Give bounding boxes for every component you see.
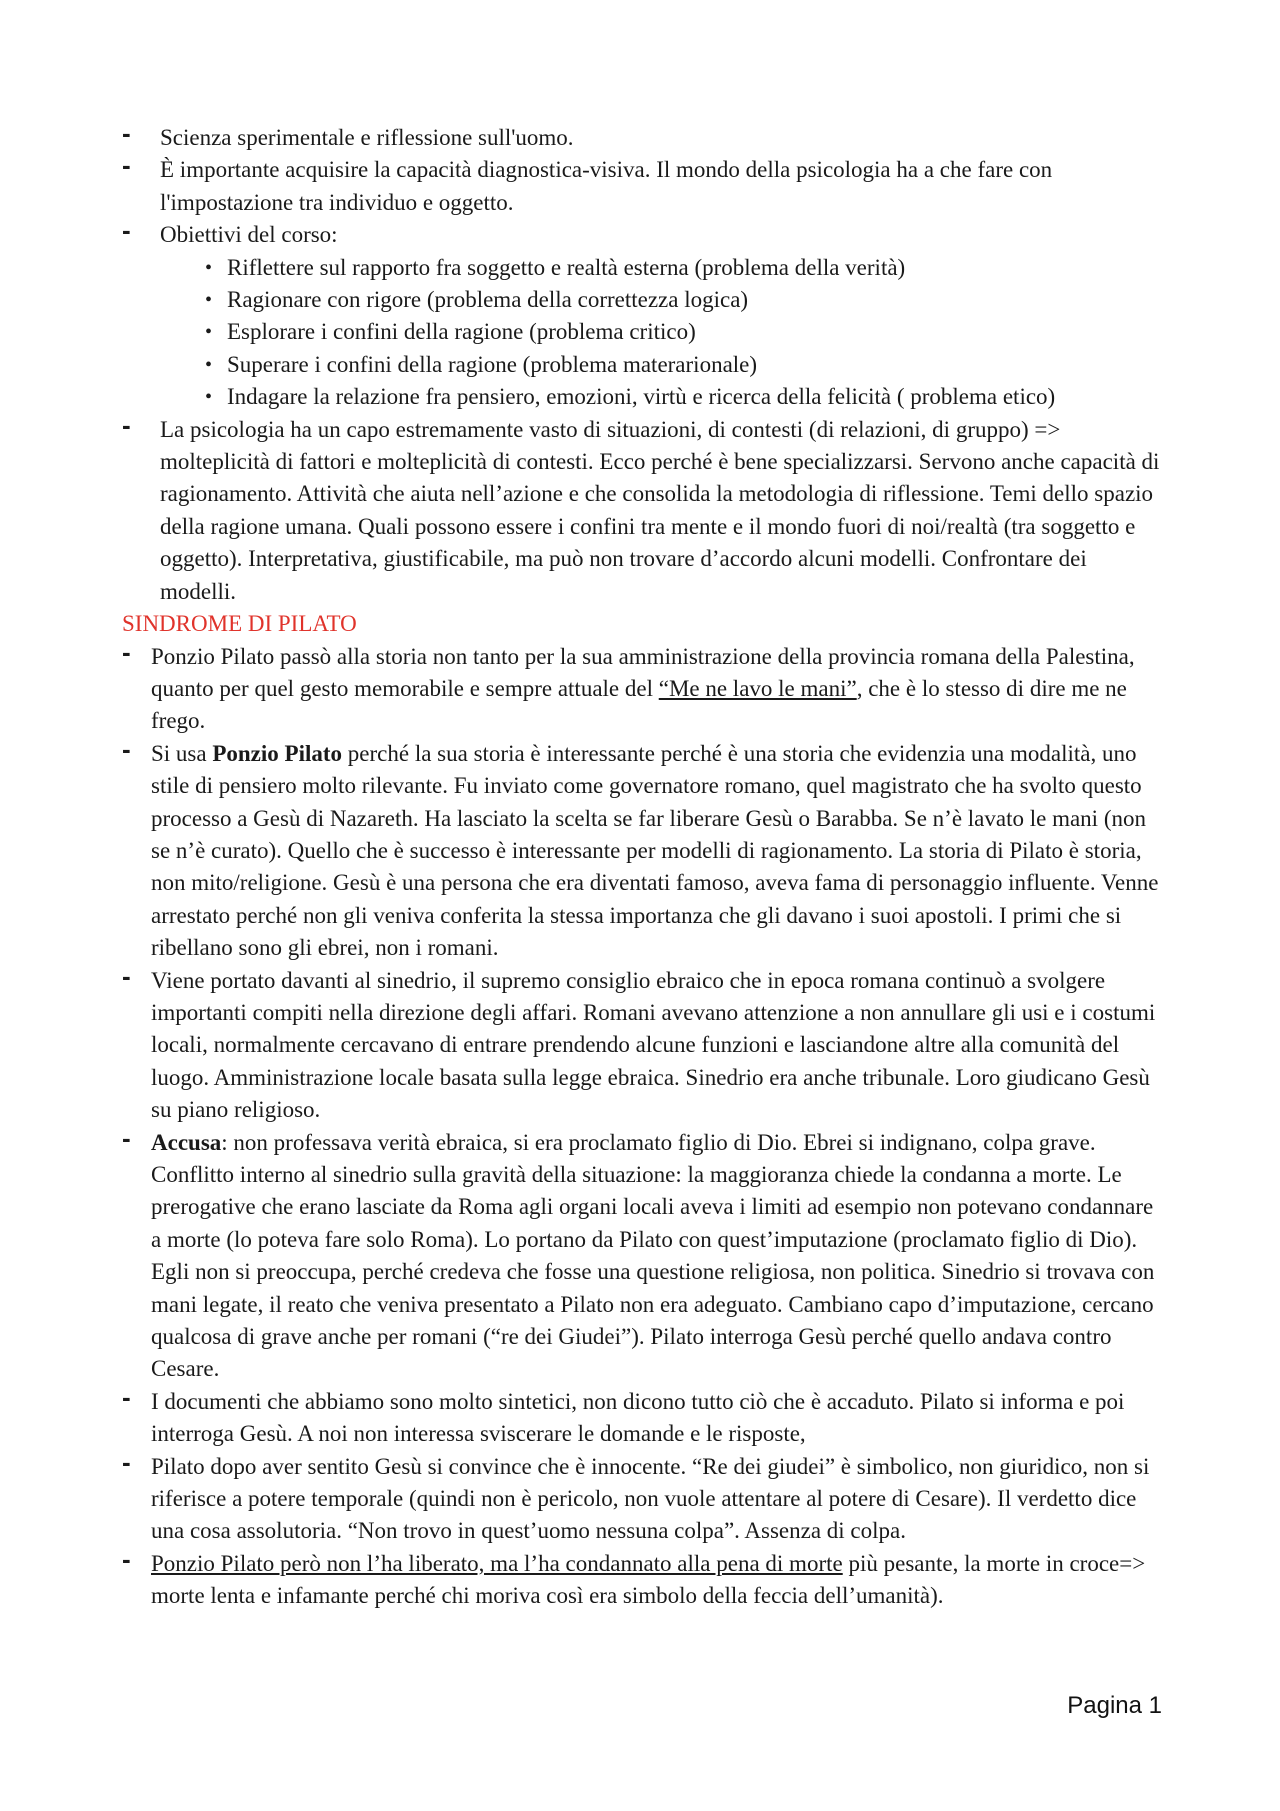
list-item	[122, 1122, 1162, 1386]
dash-bullet: -	[122, 215, 131, 246]
list-item	[122, 960, 1162, 1127]
paragraph-text: Si usa Ponzio Pilato perché la sua storia è interessante perché è una storia che evidenzia una modalità, uno stile di pensiero molto rilevante. Fu inviato come governatore romano, quel magistrato che ha svolto questo processo a Gesù di Nazareth. Ha lasciato la scelta se far liberare Gesù o Barabba. Se n’è lavato le mani (non se n’è curato). Quello che è successo è interessante per modelli di ragionamento. La storia di Pilato è storia, non mito/religione. Gesù è una persona che era diventati famoso, aveva fama di personaggio influente. Venne arrestato perché non gli veniva conferita la stessa importanza che gli davano i suoi apostoli. I primi che si ribellano sono gli ebrei, non i romani.	[151, 740, 1159, 961]
bullet-dot: •	[205, 256, 213, 279]
paragraph-text: È importante acquisire la capacità diagnostica-visiva. Il mondo della psicologia ha a che fare con l'impostazione tra individuo e oggetto.	[160, 157, 1053, 215]
bold-term: Ponzio Pilato	[212, 740, 343, 766]
list-item	[122, 636, 1162, 738]
dash-bullet: -	[122, 118, 131, 148]
list-item	[122, 409, 1162, 608]
paragraph-text: La psicologia ha un capo estremamente vasto di situazioni, di contesti (di relazioni, di gruppo) => molteplicità di fattori e molteplicità di contesti. Ecco perché è bene specializzarsi. Servono anche capacità di ragionamento. Attività che aiuta nell’azione e che consolida la metodologia di riflessione. Temi dello spazio della ragione umana. Quali possono essere i confini tra mente e il mondo fuori di noi/realtà (tra soggetto e oggetto). Interpretativa, giustificabile, ma può non trovare d’accordo alcuni modelli. Confrontare dei modelli.	[160, 416, 1160, 604]
bullet-dot: •	[205, 321, 213, 344]
dash-bullet: -	[122, 1543, 131, 1574]
list-item	[122, 1381, 1162, 1451]
paragraph-text: Accusa: non professava verità ebraica, si era proclamato figlio di Dio. Ebrei si indignano, colpa grave. Conflitto interno al sinedrio sulla gravità della situazione: la maggioranza chiede la condanna a morte. Le prerogative che erano lasciate da Roma agli organi locali aveva i limiti ad esempio non potevano condannare a morte (lo poteva fare solo Roma). Lo portano da Pilato con quest’imputazione (proclamato figlio di Dio). Egli non si preoccupa, perché credeva che fosse una questione religiosa, non politica. Sinedrio si trovava con mani legate, il reato che veniva presentato a Pilato non era adeguato. Cambiano capo d’imputazione, cercano qualcosa di grave anche per romani (“re dei Giudei”). Pilato interroga Gesù perché quello andava contro Cesare.	[151, 1129, 1155, 1382]
page-number: Pagina 1	[1067, 1692, 1162, 1719]
paragraph-text: Ponzio Pilato però non l’ha liberato, ma l’ha condannato alla pena di morte più pesante, la morte in croce=> morte lenta e infamante perché chi moriva così era simbolo della feccia dell’umanità).	[151, 1550, 1146, 1609]
dash-bullet: -	[122, 409, 131, 440]
paragraph-text: Scienza sperimentale e riflessione sull'uomo.	[160, 125, 574, 150]
bullet-dot: •	[205, 386, 213, 409]
objectives-list	[160, 252, 1162, 414]
paragraph-text: Obiettivi del corso:	[160, 222, 338, 248]
dash-bullet: -	[122, 150, 131, 181]
dash-bullet: -	[122, 960, 131, 991]
section-heading: SINDROME DI PILATO	[122, 611, 357, 637]
paragraph-text: I documenti che abbiamo sono molto sintetici, non dicono tutto ciò che è accaduto. Pilato si informa e poi interroga Gesù. A noi non interessa sviscerare le domande e le risposte,	[151, 1388, 1125, 1447]
underlined-quote: “Me ne lavo le mani”	[658, 675, 857, 701]
dash-bullet: -	[122, 636, 131, 667]
paragraph-text: Viene portato davanti al sinedrio, il supremo consiglio ebraico che in epoca romana continuò a svolgere importanti compiti nella direzione degli affari. Romani avevano attenzione a non annullare gli usi e i costumi locali, normalmente cercavano di entrare prendendo alcune funzioni e lasciandone altre alla comunità del luogo. Amministrazione locale basata sulla legge ebraica. Sinedrio era anche tribunale. Loro giudicano Gesù su piano religioso.	[151, 967, 1156, 1123]
objective-item: • Riflettere sul rapporto fra soggetto e realtà esterna (problema della verità)	[205, 252, 1162, 284]
underlined-sentence: Ponzio Pilato però non l’ha liberato, ma l’ha condannato alla pena di morte	[151, 1550, 843, 1576]
dash-bullet: -	[122, 1446, 131, 1477]
dash-bullet: -	[122, 1122, 131, 1153]
list-item	[122, 733, 1162, 965]
objective-item: • Esplorare i confini della ragione (problema critico)	[205, 316, 1162, 348]
dash-bullet: -	[122, 1381, 131, 1412]
page-content	[122, 118, 1162, 1613]
objective-item: • Superare i confini della ragione (problema materarionale)	[205, 349, 1162, 381]
paragraph-text: Pilato dopo aver sentito Gesù si convince che è innocente. “Re dei giudei” è simbolico, non giuridico, non si riferisce a potere temporale (quindi non è pericolo, non vuole attentare al potere di Cesare). Il verdetto dice una cosa assolutoria. “Non trovo in quest’uomo nessuna colpa”. Assenza di colpa.	[151, 1453, 1150, 1544]
list-item	[122, 215, 1162, 413]
list-item	[122, 118, 1162, 154]
paragraph-text: Ponzio Pilato passò alla storia non tanto per la sua amministrazione della provincia romana della Palestina, quanto per quel gesto memorabile e sempre attuale del “Me ne lavo le mani”, che è lo stesso di dire me ne frego.	[151, 643, 1135, 734]
objective-item: • Indagare la relazione fra pensiero, emozioni, virtù e ricerca della felicità ( problema etico)	[205, 381, 1162, 413]
list-item	[122, 150, 1162, 219]
bullet-dot: •	[205, 289, 213, 312]
objective-item: • Ragionare con rigore (problema della correttezza logica)	[205, 284, 1162, 316]
dash-bullet: -	[122, 733, 131, 764]
list-item	[122, 1446, 1162, 1548]
list-item	[122, 1543, 1162, 1613]
bullet-dot: •	[205, 353, 213, 376]
bold-term: Accusa	[151, 1129, 222, 1155]
